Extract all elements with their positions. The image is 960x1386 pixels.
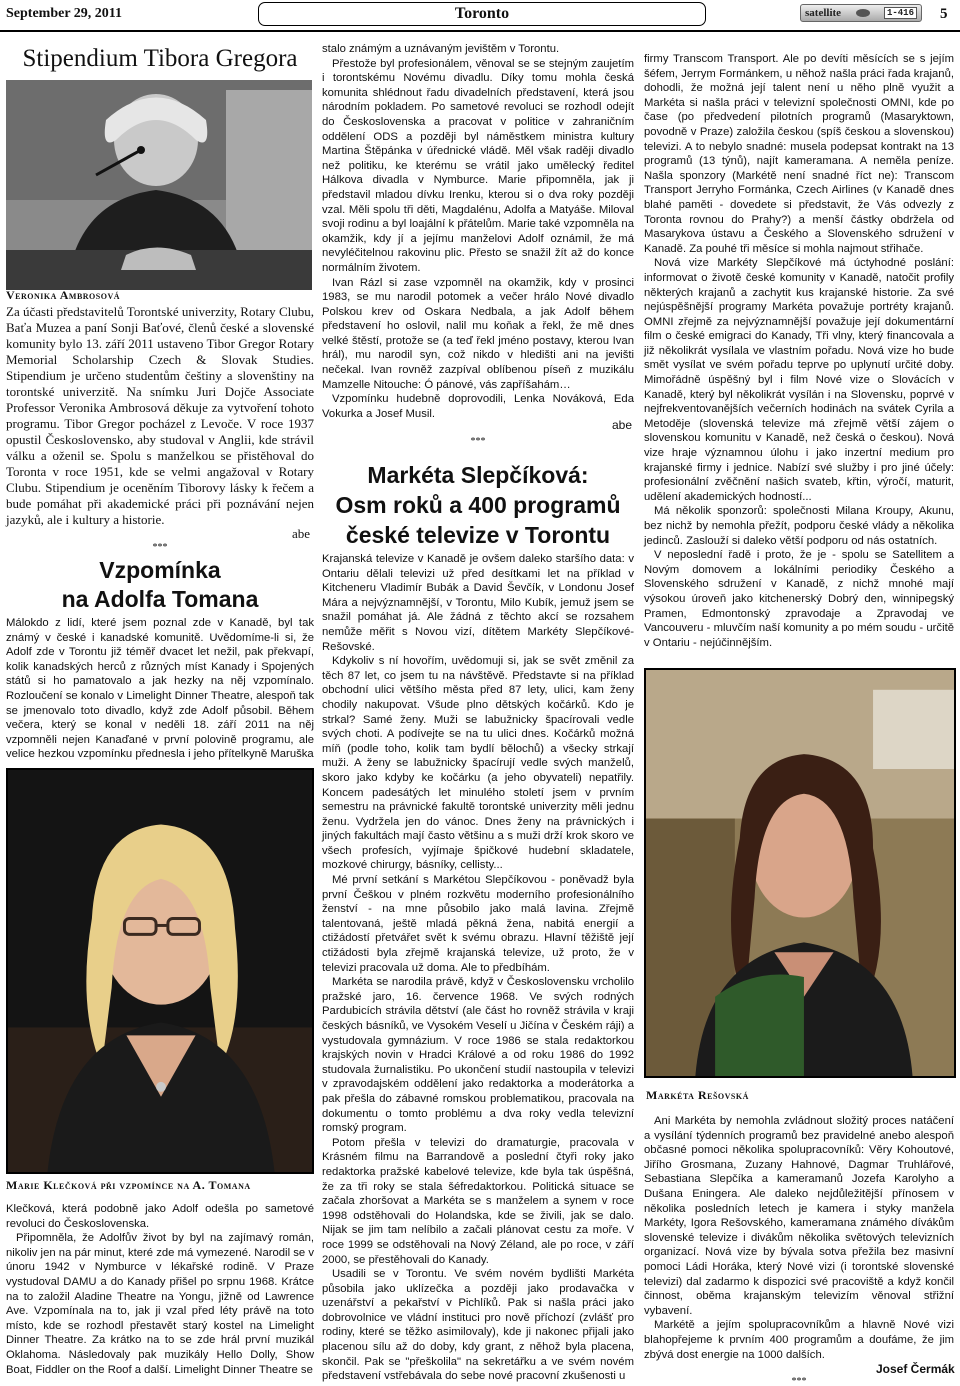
tomana-col2-p4: Vzpomínku hudebně doprovodili, Lenka Nováková, Eda Vokurka a Josef Musil. bbox=[322, 393, 634, 420]
tomana-headline bbox=[6, 556, 314, 614]
slepcikova-headline-line2: Osm roků a 400 programů bbox=[335, 492, 621, 518]
slepcikova-col3-p5: Ani Markéta by nemohla zvládnout složitý proces natáčení a vysílání týdenních programů bez pravidelné anebo alespoň občasné pomoci několika spolupracovníků: Věry Kohoutové, Jiřího Grosmana, Zuzany Hahnové, Dagmar Truhlářové, Sebastiana Slepčíka a kameramanů Jozefa Karolyho a Dušana Eningera. Ale daleko nejdůležitější přínosem v několika posledních letech je kamera i styky manžela Markéty, Igora Rešovského, kameramana známého dívákům slovenské televize i divákům několika světových televizních organizací. Nová vize by bývala sotva přežila bez masivní pomoci Ládi Horáka, který Nové vizi (i torontské slovenské televizi) dal zadarmo k dispozici své pracoviště a když končil činnost, oběma krajanským televizím věnoval střižní vybavení. bbox=[644, 1115, 954, 1317]
issue-date: September 29, 2011 bbox=[6, 6, 123, 21]
gregor-photo-caption: Veronika Ambrosová bbox=[6, 288, 121, 302]
header-rule bbox=[0, 30, 960, 32]
slepcikova-column2-body bbox=[322, 552, 634, 1384]
tomana-signature: abe bbox=[612, 418, 633, 432]
gregor-divider: *** bbox=[152, 542, 168, 553]
slepcikova-column3-body-end bbox=[644, 1114, 954, 1362]
slepcikova-col3-p2: Nová vize Markéty Slepčíkové má úctyhodné poslání: informovat o životě české komunity v Kanadě, natočit profily některých krajanů a zachytit kus krajanské historie. Za své nejúspěšnější programy Markéta považuje portréty krajanů. OMNI zřejmě za nejvýznamnější považuje její dokumentární film o české emigraci do Kanady, Tři vlny, který financovala a již několikrát vysílala ve vlastním pořadu. Nová vize ho bude smět vysílat ve svém pořadu teprve po uplynutí určité doby. Mimořádně úspěšný byl i film Nové vize o Slovácích v Kanadě, který byl několikrát vysílán i na Slovensku, poprvé v nejfrekventovanějších večerních hodinách na svátek Cyrila a Metoděje (slovenská televize má zřejmě větší zájem o slovenskou komunitu v Kanadě, než česká o českou). Nová vize hraje významnou úlohu i jako inzertní medium pro krajanské firmy i jednice. Nabízí své služby i pro jiné účely: profesionální zvěčnění našich svateb, křtin, výročí, maturit, udělení akademických hodností... bbox=[644, 257, 954, 503]
tomana-headline-line2: na Adolfa Tomana bbox=[61, 586, 259, 612]
tomana-col2-p2: Přestože byl profesionálem, věnoval se se stejným zaujetím i torontskému Novému divadlu. Díky tomu mohla česká komunita shlédnout řadu divadelních představení, která jsou národním pokladem. Po sametové revoluci se rozhodl odejít do Československa a pracovat v politice v zahraničním oddělení ODS a později byl náměstkem ministra kultury Martina Štěpánka v úřednické vládě. Měl však raději divadlo než politiku, ke kterému se vrátil jako umělecký ředitel Hálkova divadla v Nymburce. Marie připomněla, jak ji představil mladou dívku Irenku, kterou si o dva roky později vzal. Měli spolu tři děti, Magdalénu, Adolfa a Matyáše. Miloval svoji rodinu a byl loajální k přátelům. Marie také vzpomněla na okamžik, kdy jí a jejímu manželovi Adolf oznámil, že má nevyléčitelnou rakovinu plic. Přesto se snažil žít až do konce normálním životem. bbox=[322, 57, 634, 274]
slepcikova-headline bbox=[322, 460, 634, 550]
gregor-body-text: Za účasti představitelů Torontské univerzity, Rotary Clubu, Baťa Muzea a paní Sonji Baťové, členů české a slovenské komunity bylo 13. září 2011 ustaveno Tibor Gregor Rotary Memorial Scholarship Czech & Slovak Studies. Stipendium je určeno studentům češtiny a slovenštiny na torontské univerzitě. Na snímku Juri Dojče Associate Professor Veronika Ambrosová děkuje za vytvoření tohoto programu. Tibor Gregor pocházel z Levoče. V roce 1937 opustil Československo, aby studoval v Anglii, kde strávil válku a oženil se. Spolu s manželkou se přistěhoval do Toronta v roce 1951, kde se velmi angažoval v Rotary Clubu. Stipendium je oceněním Tiborovy lásky k řečem a bude pomáhat při akademické práci při poznávání nejen jazyků, ale i kultury a historie. bbox=[6, 304, 314, 527]
tomana-col2-p1: stalo známým a uznávaným jevištěm v Torontu. bbox=[322, 43, 560, 55]
slepcikova-col3-p4: V neposlední řadě i proto, že je - spolu se Satellitem a Novým domovem a lokálními periodiky Českého a Slovenského sdružení v Kanadě, z nichž mnohé mají výsokou úroveň jako kitchenerský Dobrý den, winnipegský Pramen, Edmontonský zpravodaje a Zpravodaj ve Vancouveru - mluvčím naší komunity a po mém soudu - určitě v Ontariu - nejúčinnějším. bbox=[644, 549, 954, 649]
photo-marketa-resovska bbox=[644, 668, 956, 1078]
slepcikova-col3-p6: Markétě a jejím spolupracovníkům a hlavně Nové vizi blahopřejeme k prvním 400 programům a doufáme, že jim zbývá dost energie na 1000 dalších. bbox=[644, 1319, 954, 1361]
section-title: Toronto bbox=[258, 2, 706, 26]
tomana-article-body bbox=[6, 616, 314, 762]
slepcikova-col3-p3: Má několik sponzorů: společnosti Milana Kroupy, Akunu, bez nichž by nemohla přežít, podporu české vlády a několika jedinců. Zaslouží si daleko větší podporu od nás ostatních. bbox=[644, 505, 954, 547]
slepcikova-p2: Kdykoliv s ní hovořím, uvědomuji si, jak se svět změnil za těch 87 let, co jsem tu na návštěvě. Představte si na příklad obchodní ulici většího města před 87 lety, ulici, kam ženy chodily nakupovat. Všude plno dětských kočárků. Kdo je strkal? Samé ženy. Muži se labužnicky špacírovali vedle svých choti. A podívejte se na tu ulici dnes. Kočárků možná míň (podle toho, kolik tam bydlí bělochů) a všecky strkají muži. A ženy se labužnicky špacírují vedle svých manželů, skoro jako kdyby ke kočárku (a jeho obyvateli) nepatřily. Koncem padesátých let minulého století jsem v prvním semestru na právnické fakultě torontské univerzity měli jednu ženu. Vydržela jen do vánoc. Dnes ženy na právnických i jiných fakultách mají často většinu a s muži drží krok skoro ve všech profesích, vyjímaje špičkové hudební skladatele, mozkové chirurgy, básníky, cellisty... bbox=[322, 655, 634, 872]
slepcikova-p3: Mé první setkání s Markétou Slepčíkovou - poněvadž byla první Češkou v plném rozkvětu moderního profesionálního ženství - na mne působilo jako malá lavina. Zřejmě talentovaná, ještě mladá pěkná žena, nabitá energií a ctižádostí přetvářet svět k svému obrazu. Hlavní těžiště její ctižádosti byla zřejmě krajanská televize, už proto, že v televizi pracovala už doma. Ale to předbíhám. bbox=[322, 874, 634, 974]
slepcikova-p4: Markéta se narodila právě, když v Československu vrcholilo pražské jaro, 16. července 1968. Ve svých rodných Pardubicích strávila dětství (ale část ho rovněž strávila v kraji českých básníků, ve Vysokém Veselí u Jičína v Českém ráji) a vystudovala gymnázium. V roce 1986 se stala redaktorkou krajských novin v Hradci Králové a od roku 1986 do 1992 studovala žurnalistiku. Po ukončení studií nastoupila v televizi v zpravodajském oddělení jako redaktorka a moderátorka a pak přešla do zábavné romskou problematikou, pracovala na dokumentu o tomto problému a dva roky vedla televizní romský program. bbox=[322, 976, 634, 1135]
slepcikova-column3-body bbox=[644, 52, 954, 650]
satellite-dish-icon bbox=[856, 9, 870, 17]
gregor-signature: abe bbox=[292, 526, 311, 541]
slepcikova-headline-line3: české televize v Torontu bbox=[345, 522, 611, 548]
logo-number: 1-416 bbox=[884, 7, 917, 19]
slepcikova-p1: Krajanská televize v Kanadě je ovšem daleko staršího data: v Ontariu dělali televizi už před desítkami let na příklad v Kitcheneru Vladimír Bubák a David Ševčík, v Londonu Josef Mára a nejvýznamnější, v Torontu, Milo Kubík, jemuž jsem se snažil pomáhat já. Ale žádná z těchto akcí se rozsahem nemůže měřit s Novou vizí, dítětem Markéty Slepčíkové-Rešovské. bbox=[322, 553, 634, 653]
slepcikova-photo-caption: Markéta Rešovská bbox=[646, 1088, 749, 1102]
slepcikova-signature: Josef Čermák bbox=[876, 1362, 955, 1376]
tomana-body-text-3: Připomněla, že Adolfův život by byl na zajímavý román, nikoliv jen na pár minut, které zde má vymezené. Narodil se v únoru 1942 v Nymburce v lékařské rodině. V Praze vystudoval DAMU a do Kanady přišel po srpnu 1968. Krátce na to založil Aladine Theatre na Yongu, jižně od Lawrence Ave. Vzpomínala na to, jak ji vzal před léty právě na toto místo, kde se rozhodl přestavět starý kostel na Limelight Dinner Theatre. Za krátko na to se zde hrál první muzikál Oklahoma. Následovaly pak muzikály Hello Dolly, Show Boat, Fiddler on the Roof a další. Limelight Dinner Theatre se bbox=[6, 1232, 314, 1376]
tomana-article-body-continued bbox=[6, 1202, 314, 1377]
slepcikova-headline-line1: Markéta Slepčíková: bbox=[367, 462, 589, 488]
tomana-body-text-2: Klečková, která podobně jako Adolf odešla po sametové revoluci do Československa. bbox=[6, 1203, 314, 1230]
tomana-body-text: Málokdo z lidí, které jsem poznal zde v Kanadě, byl tak známý v české i kanadské komunitě. Uvědomíme-li si, že Adolf zde v Torontu již téměř dvacet let nežil, pak překvapí, kolik kanadských herců z různých míst Kanady i Spojených států si ho pamatovalo a jak hezky na něj vzpomínalo. Rozloučení se konalo v Limelight Dinner Theatre, alespoň tak se jmenovalo toto divadlo, když zde Adolf působil. Během večera, který se konal v neděli 18. září 2011 na něj vzpomněli nejen Kanaďané v první polovině programu, ale velice hezkou vzpomínku přednesla i jeho přítelkyně Maruška bbox=[6, 617, 314, 761]
satellite-logo bbox=[800, 4, 922, 22]
slepcikova-p6: Usadili se v Torontu. Ve svém novém bydlišti Markéta působila jako uklízečka a později jako prodavačka v uzenářství a pekařství v Pichlíků. Pak si našla práci jako dobrovolnice ve vládní instituci pro nově příchozí (zvlášť pro rodiny, které se těžko asimilovaly), kde ji nakonec přijali jako placenou sílu až do doby, kdy grant, z něhož byla placena, skončil. Pak se "přeškolila" na sekretářku a ve svém novém představení vstřebávala do sebe nové pracovní zkušenosti u bbox=[322, 1268, 634, 1383]
page-number: 5 bbox=[940, 6, 948, 22]
photo-veronika-ambrosova bbox=[6, 80, 312, 290]
tomana-divider: *** bbox=[470, 436, 486, 447]
logo-text: satellite bbox=[805, 7, 842, 19]
slepcikova-p5: Potom přešla v televizi do dramaturgie, pracovala v Krásném filmu na Barrandově a poslední čtyři roky jako redaktorka pražské kabelové televize, kde byla tak úspěšná, že za tři roky se stala šéfredaktorkou. Politická situace se začala zhoršovat a Markéta se s manželem a synem v roce 1998 odstěhovali do Holandska, kde se živili, jak se dalo. Nijak se jim tam nelíbilo a začali plánovat cestu za moře. V roce 1999 se odstěhovali na Nový Zéland, ale po roce, v září 2000, se přestěhovali do Kanady. bbox=[322, 1136, 634, 1266]
tomana-photo-caption: Marie Klečková při vzpomínce na A. Tomana bbox=[6, 1178, 251, 1192]
gregor-headline: Stipendium Tibora Gregora bbox=[22, 45, 298, 72]
tomana-headline-line1: Vzpomínka bbox=[99, 557, 221, 583]
tomana-col2-p3: Ivan Rázl si zase vzpomněl na okamžik, kdy v prosinci 1983, se mu narodil potomek a večer hrálo Nové divadlo Polskou krev od Oskara Nedbala, a jak Adolf během představení ho oslovil, nalil mu koňak a řekl, že mě dnes velké štěstí, protože se (a teď řekl jméno postavy, kterou Ivan hrál), mu narodil syn, což nikdo v hledišti ani na jevišti nečekal. Ivan rovněž zazpíval oblíbenou píseň z muzikálu Mamzelle Nitouche: Ó pánové, vás zapříšahám… bbox=[322, 276, 634, 391]
photo-marie-kleckova bbox=[6, 768, 314, 1174]
slepcikova-divider: *** bbox=[791, 1376, 807, 1386]
gregor-article-body bbox=[6, 304, 314, 528]
slepcikova-col3-p1: firmy Transcom Transport. Ale po devíti měsících se s jejím šéfem, Jerrym Formánkem, u něhož našla práci řada krajanů, dohodli, že možná její talent není u něho plně využit a Markéta si našla práci v televizní společnosti OMNI, kde po čase (po předvedení pilotních programů (Masaryktown, povodně v Praze) založila českou (spíš českou a slovenskou) televizi. A to nebylo snadné: musela podepsat kontrakt na 13 programů (13 týnů), najít kameramana. A neměla peníze. Našla sponzory (Markétě není snadné říct ne): Transcom Transport Jerryho Formánka, Czech Airlines (v Kanadě dnes blahé paměti - dovedete si představit, že Vás odvezly z Toronta rovnou do Prahy?) a menší částky obdržela od Masarykova ústavu a Českého a Slovenského sdružení v Kanadě. Za pouhé tři měsíce si mohla najmout střihače. bbox=[644, 53, 954, 255]
tomana-column2-body bbox=[322, 42, 634, 421]
